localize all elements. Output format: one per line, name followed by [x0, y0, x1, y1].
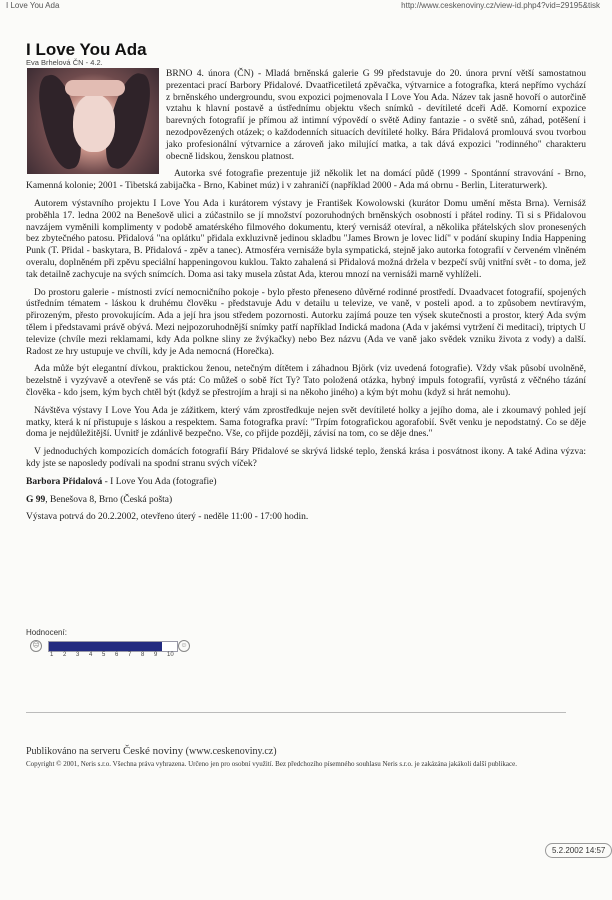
- rating-bar-fill: [49, 642, 162, 651]
- rating-scale-number: 4: [89, 652, 93, 658]
- smile-icon: ☺: [178, 640, 190, 652]
- article-paragraph: Autorem výstavního projektu I Love You Ada i kurátorem výstavy je František Kowolowski (kurátor Domu umění města Brna). Vernisáž proběhla 17. ledna 2002 na Benešově ulici a zúčastnilo se jí množství pozoruhodných brněnských osobností i přátel rodiny. Ti si s Přidalovou navzájem vyměnili komplimenty v podobě amatérského filmového dokumentu, který vernisáž otevíral, a několika přátelských slov pronesených bez zbytečného patosu. Přidalová "na oplátku" přidala exkluzivně jedinou skladbu "James Brown je lovec lidí" v podání skupiny India Happening Punk (T. Přidal - baskytara, B. Přidalová - zpěv a tanec). Atmosféra vernisáže byla sympatická, stejně jako autorka fotografií v červeném vlněném overalu, doplněném při zpěvu speciální happeningovou kuklou. Takto zahalená si Přidalová možná držela v bezpečí svůj vnitřní svět - to doma, jež tak detailně zachycuje na svých snímcích. Doma asi taky musela zůstat Ada, kterou mnozí na vernisáži marně vyhlíželi.: [26, 198, 586, 280]
- print-date-stamp: 5.2.2002 14:57: [545, 843, 612, 858]
- article-title: I Love You Ada: [26, 40, 147, 59]
- published-line: [26, 745, 546, 757]
- print-header-url: http://www.ceskenoviny.cz/view-id.php4?vid=29195&tisk: [401, 1, 600, 10]
- rating-scale-number: 6: [115, 652, 119, 658]
- credit-gallery: [26, 495, 586, 507]
- published-url: (www.ceskenoviny.cz): [185, 746, 277, 757]
- published-brand: České noviny: [122, 745, 184, 757]
- footer: [26, 745, 546, 769]
- rating-label: Hodnocení:: [26, 628, 67, 637]
- rating-scale-number: 5: [102, 652, 106, 658]
- rating-scale-number: 2: [63, 652, 67, 658]
- article-paragraph: Do prostoru galerie - místnosti zvící nemocničního pokoje - bylo přesto přeneseno důvěrné rodinné prostředí. Dvaadvacet fotografií, spojených ústředním tématem - láskou k druhému člověku - představuje Adu v detailu u televize, ve vaně, v posteli apod. a to způsobem nevtíravým, přirozeným, přesto provokujícím. Ada a její hra jsou středem pozornosti. Autorku zajímá pouze ten výsek skutečnosti a prostor, který Ada svým tělem i představami právě obývá. Mezi nejpozoruhodnější snímky patří například Indická madona (Ada v jakémsi vytržení či meditaci), triptych U televize (chvíle mezi reklamami, kdy Ada polkne sliny ze žvýkačky) nebo Bez názvu (Ada ve vaně jako svědek vzniku života z vody) a další. Radost ze hry ustupuje ve chvíli, kdy je Ada nemocná (Horečka).: [26, 287, 586, 357]
- rating-scale-number: 1: [50, 652, 54, 658]
- rating-widget: [26, 628, 206, 662]
- rating-scale-number: 10: [167, 652, 174, 658]
- article-paragraph: V jednoduchých kompozicích domácích fotografií Báry Přidalové se skrývá lidské teplo, ženská krása i posvátnost ikony. A také Adina výzva: kdy jste se naposledy podívali na spodní stranu svých víček?: [26, 447, 586, 469]
- rating-scale-number: 3: [76, 652, 80, 658]
- credit-gallery-name: G 99: [26, 494, 46, 505]
- credit-author: [26, 477, 586, 489]
- article-byline: Eva Brhelová ČN - 4.2.: [26, 58, 103, 67]
- footer-divider: [26, 712, 566, 713]
- print-header: [0, 0, 600, 12]
- print-header-title: I Love You Ada: [6, 1, 60, 10]
- frown-icon: ☹: [30, 640, 42, 652]
- article-paragraph: Autorka své fotografie prezentuje již několik let na domácí půdě (1999 - Spontánní stravování - Brno, Kamenná kolonie; 2001 - Tibetská zabijačka - Brno, Kabinet múz) i v zahraničí (například 2000 - Ada má obrnu - Berlin, Literaturwerk).: [26, 169, 586, 192]
- rating-scale-number: 7: [128, 652, 132, 658]
- rating-scale: [48, 652, 188, 661]
- credit-author-work: - I Love You Ada (fotografie): [102, 476, 217, 487]
- published-prefix: Publikováno na serveru: [26, 746, 121, 757]
- copyright-notice: Copyright © 2001, Neris s.r.o. Všechna práva vyhrazena. Určeno jen pro osobní využití. Bez předchozího písemného souhlasu Neris s.r.o. je zakázána jakákoli další publikace.: [26, 760, 517, 768]
- article-paragraph: BRNO 4. února (ČN) - Mladá brněnská galerie G 99 představuje do 20. února první větší samostatnou prezentaci prací Barbory Přidalové. Dvaatřicetiletá zpěvačka, výtvarnice a fotografka, která nepřímo vychází z brněnského undergroundu, svou expozici pojmenovala I Love You Ada. Název tak jasně hovoří o autorčině vztahu k hlavní postavě a ústřednímu objektu všech snímků - devítileté dceři Adě. Komorní expozice barevných fotografií je přímou až intimní výpovědí o světě Adiny fantazie - o světě snů, záhad, potěšení i nezodpovězených otázek; o každodenních situacích devítileté holky. Bára Přidalová promlouvá svou tvorbou jako profesionální výtvarnice a zároveň jako milující matka, a tak dává expozici "rodinného" charakteru obecně lidskou, ženskou platnost.: [166, 69, 586, 162]
- article-paragraph: Ada může být elegantní dívkou, praktickou ženou, netečným dítětem i záhadnou Björk (viz uvedená fotografie). Vždy však působí uvolněně, bezelstně i vyzývavě a otevřeně se vás ptá: Co můžeš o sobě říct Ty? Tato položená otázka, hybný impuls fotografií, vyrůstá z věčného tázání člověka - kdo jsem, kým bych chtěl být (když se přestrojím a hraji si na někoho jiného) a kým být mohu (když si hrát nemohu).: [26, 364, 586, 398]
- rating-scale-number: 8: [141, 652, 145, 658]
- rating-scale-number: 9: [154, 652, 158, 658]
- article-body: [26, 69, 586, 530]
- rating-bar[interactable]: [48, 641, 178, 652]
- article-paragraph: Návštěva výstavy I Love You Ada je zážitkem, který vám zprostředkuje nejen svět devítileté holky a jejího doma, ale i zkoumavý pohled její matky, která k ní přistupuje s láskou a respektem. Sama fotografka praví: "Trpím fotografickou agorafobií. Svět venku je nepodstatný. Co se děje doma je nejdůležitější. Uvnitř je zdánlivě bezpečno. Vše, co přijde později, závisí na tom, co se děje dnes.": [26, 405, 586, 440]
- credit-gallery-address: , Benešova 8, Brno (Česká pošta): [45, 494, 173, 505]
- credit-dates: Výstava potrvá do 20.2.2002, otevřeno úterý - neděle 11:00 - 17:00 hodin.: [26, 512, 309, 523]
- credit-author-name: Barbora Přidalová: [26, 476, 103, 487]
